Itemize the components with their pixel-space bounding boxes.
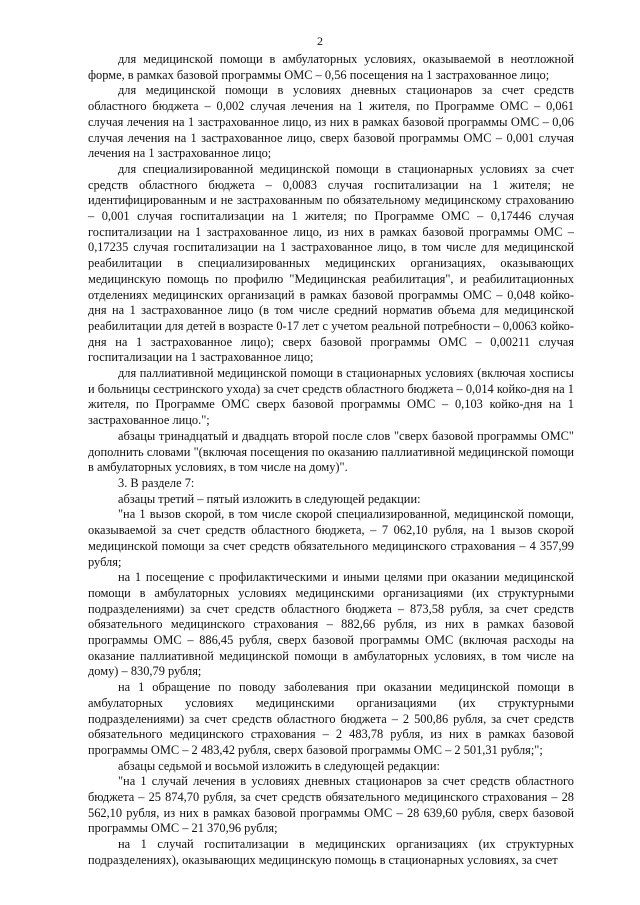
paragraph-10: на 1 обращение по поводу заболевания при оказании медицинской помощи в амбулаторных условиях медицинскими организациями (их структурными подразделениями) за счет средств областного бюджета – 2 500,86 рубля, за счет средств обязательного медицинского страхования – 2 483,78 рубля, из них в рамках базовой программы ОМС – 2 483,42 рубля, сверх базовой программы ОМС – 2 501,31 рубля;"; xyxy=(88,680,574,757)
paragraph-13: на 1 случай госпитализации в медицинских организациях (их структурных подразделениях), оказывающих медицинскую помощь в стационарных условиях, за счет xyxy=(88,837,574,867)
paragraph-4: для паллиативной медицинской помощи в стационарных условиях (включая хосписы и больницы сестринского ухода) за счет средств областного бюджета – 0,014 койко-дня на 1 жителя, по Программе ОМС сверх базовой программы ОМС – 0,103 койко-дня на 1 застрахованное лицо."; xyxy=(88,366,574,428)
paragraph-11: абзацы седьмой и восьмой изложить в следующей редакции: xyxy=(118,758,441,773)
paragraph-7: абзацы третий – пятый изложить в следующей редакции: xyxy=(118,491,421,506)
document-body xyxy=(88,52,574,869)
paragraph-1: для медицинской помощи в амбулаторных условиях, оказываемой в неотложной форме, в рамках базовой программы ОМС – 0,56 посещения на 1 застрахованное лицо; xyxy=(88,52,574,82)
paragraph-3: для специализированной медицинской помощи в стационарных условиях за счет средств областного бюджета – 0,0083 случая госпитализации на 1 жителя; не идентифицированным и не застрахованным по обязательному медицинскому страхованию – 0,001 случая госпитализации на 1 жителя; по Программе ОМС – 0,17446 случая госпитализации на 1 застрахованное лицо, из них в рамках базовой программы ОМС – 0,17235 случая госпитализации на 1 застрахованное лицо, в том числе для медицинской реабилитации в специализированных медицинских организациях, оказывающих медицинскую помощь по профилю "Медицинская реабилитация", и реабилитационных отделениях медицинских организаций в рамках базовой программы ОМС – 0,048 койко-дня на 1 застрахованное лицо (в том числе средний норматив объема для медицинской реабилитации для детей в возрасте 0-17 лет с учетом реальной потребности – 0,0063 койко-дня на 1 застрахованное лицо); сверх базовой программы ОМС – 0,00211 случая госпитализации на 1 застрахованное лицо; xyxy=(88,161,574,365)
paragraph-6: 3. В разделе 7: xyxy=(118,475,195,490)
paragraph-12: "на 1 случай лечения в условиях дневных стационаров за счет средств областного бюджета – 25 874,70 рубля, за счет средств обязательного медицинского страхования – 28 562,10 рубля, из них в рамках базовой программы ОМС – 28 639,60 рубля, сверх базовой программы ОМС – 21 370,96 рубля; xyxy=(88,774,574,836)
paragraph-2: для медицинской помощи в условиях дневных стационаров за счет средств областного бюджета – 0,002 случая лечения на 1 жителя, по Программе ОМС – 0,061 случая лечения на 1 застрахованное лицо, из них в рамках базовой программы ОМС – 0,06 случая лечения на 1 застрахованное лицо, сверх базовой программы ОМС – 0,001 случая лечения на 1 застрахованное лицо; xyxy=(88,83,574,161)
paragraph-8: "на 1 вызов скорой, в том числе скорой специализированной, медицинской помощи, оказываемой за счет средств областного бюджета, – 7 062,10 рубля, на 1 вызов скорой медицинской помощи за счет средств обязательного медицинского страхования – 4 357,99 рубля; xyxy=(88,507,574,569)
paragraph-9: на 1 посещение с профилактическими и иными целями при оказании медицинской помощи в амбулаторных условиях медицинскими организациями (их структурными подразделениями) за счет средств областного бюджета – 873,58 рубля, за счет средств обязательного медицинского страхования – 882,66 рубля, из них в рамках базовой программы ОМС – 886,45 рубля, сверх базовой программы ОМС (включая расходы на оказание паллиативной медицинской помощи в амбулаторных условиях, в том числе на дому) – 830,79 рубля; xyxy=(88,570,574,679)
page-number: 2 xyxy=(317,34,323,48)
paragraph-5: абзацы тринадцатый и двадцать второй после слов "сверх базовой программы ОМС" дополнить словами "(включая посещения по оказанию паллиативной медицинской помощи в амбулаторных условиях, в том числе на дому)". xyxy=(88,428,574,475)
